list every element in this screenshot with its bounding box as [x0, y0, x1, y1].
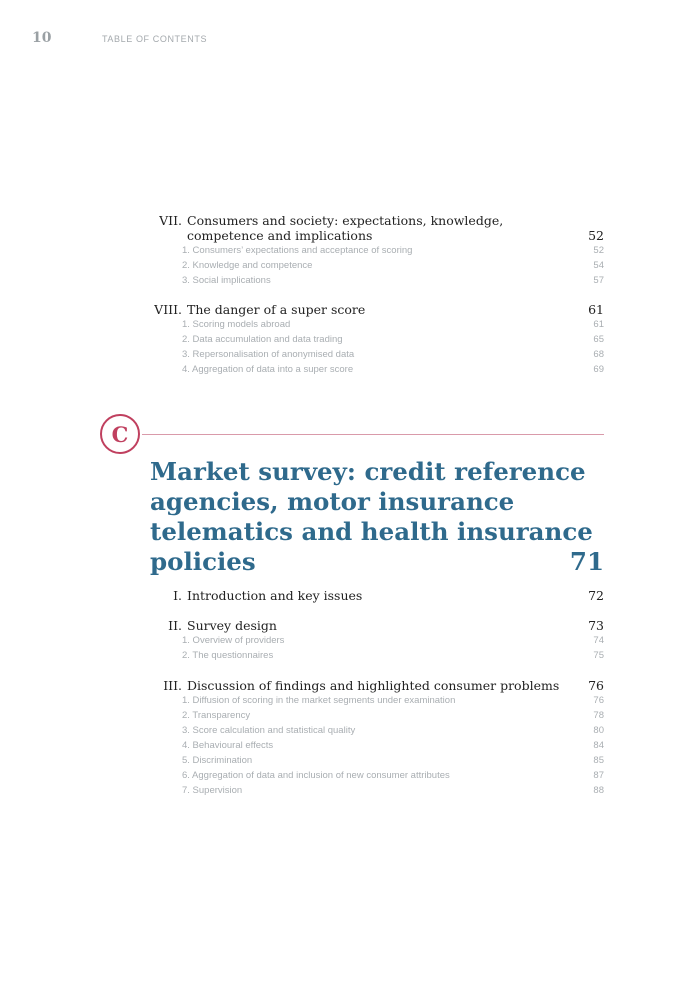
chapter-title: Introduction and key issues	[187, 588, 363, 603]
toc-subentry[interactable]: 4. Aggregation of data into a super score 69	[182, 364, 604, 375]
page-number: 10	[32, 30, 52, 46]
toc-bottom	[150, 588, 604, 798]
chapter-title: Consumers and society: expectations, knowledge, competence and implications	[187, 213, 504, 243]
chapter-heading	[150, 588, 604, 603]
toc-subentry[interactable]: 1. Consumers’ expectations and acceptance of scoring 52	[182, 245, 604, 256]
section-title-line: policies	[150, 547, 256, 576]
toc-subentry[interactable]: 2. Knowledge and competence 54	[182, 260, 604, 271]
toc-subentry[interactable]: 1. Scoring models abroad 61	[182, 319, 604, 330]
chapter-number: II.	[168, 618, 182, 633]
toc-subentry[interactable]: 6. Aggregation of data and inclusion of new consumer attributes 87	[182, 770, 604, 781]
toc-subentry[interactable]: 5. Discrimination 85	[182, 755, 604, 766]
chapter-number: VII.	[159, 213, 182, 228]
toc-subentry[interactable]: 2. Transparency 78	[182, 710, 604, 721]
section-title-line: agencies, motor insurance	[150, 487, 515, 516]
toc-subentry[interactable]: 4. Behavioural effects 84	[182, 740, 604, 751]
toc-chapter-i[interactable]	[150, 588, 604, 603]
toc-chapter-ii[interactable]	[150, 618, 604, 663]
toc-chapter-iii[interactable]	[150, 678, 604, 798]
section-letter-badge: C	[100, 414, 140, 454]
toc-top	[150, 213, 604, 377]
chapter-heading	[150, 618, 604, 633]
chapter-page: 73	[588, 618, 604, 633]
section-page: 71	[569, 547, 604, 576]
toc-subentry[interactable]: 2. Data accumulation and data trading 65	[182, 334, 604, 345]
toc-subentry[interactable]: 1. Overview of providers 74	[182, 635, 604, 646]
section-title[interactable]	[150, 457, 604, 577]
chapter-heading	[150, 213, 604, 243]
toc-chapter-vii[interactable]	[150, 213, 604, 288]
chapter-page: 52	[588, 228, 604, 243]
chapter-title: The danger of a super score	[187, 302, 366, 317]
chapter-title: Discussion of findings and highlighted consumer problems	[187, 678, 560, 693]
section-divider	[142, 434, 604, 435]
chapter-heading	[150, 678, 604, 693]
running-head: TABLE OF CONTENTS	[102, 34, 208, 44]
toc-chapter-viii[interactable]	[150, 302, 604, 377]
chapter-number: I.	[173, 588, 182, 603]
toc-subentry[interactable]: 3. Score calculation and statistical quality 80	[182, 725, 604, 736]
toc-subentry[interactable]: 1. Diffusion of scoring in the market segments under examination 76	[182, 695, 604, 706]
section-title-line: telematics and health insurance	[150, 517, 593, 546]
page-header	[32, 30, 207, 46]
chapter-title: Survey design	[187, 618, 277, 633]
section-title-last-line	[150, 547, 604, 577]
toc-subentry[interactable]: 7. Supervision 88	[182, 785, 604, 796]
chapter-heading	[150, 302, 604, 317]
toc-subentry[interactable]: 2. The questionnaires 75	[182, 650, 604, 661]
toc-subentry[interactable]: 3. Social implications 57	[182, 275, 604, 286]
chapter-number: VIII.	[154, 302, 182, 317]
toc-subentry[interactable]: 3. Repersonalisation of anonymised data 68	[182, 349, 604, 360]
chapter-number: III.	[163, 678, 182, 693]
section-title-line: Market survey: credit reference	[150, 457, 586, 486]
chapter-page: 76	[588, 678, 604, 693]
chapter-page: 61	[588, 302, 604, 317]
chapter-page: 72	[588, 588, 604, 603]
